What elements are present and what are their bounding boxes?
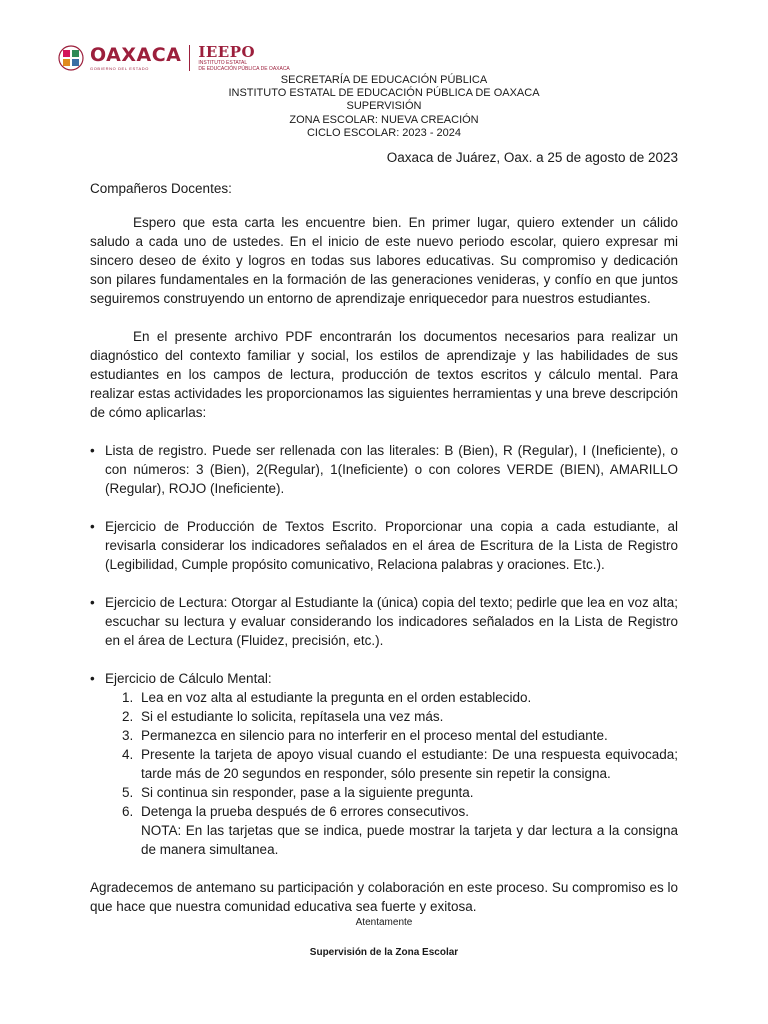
header-line-1: SECRETARÍA DE EDUCACIÓN PÚBLICA bbox=[280, 74, 488, 86]
oaxaca-subtitle: GOBIERNO DEL ESTADO bbox=[90, 66, 149, 71]
step-item: 5. Si continua sin responder, pase a la siguiente pregunta. bbox=[137, 783, 678, 802]
oaxaca-wordmark: OAXACA bbox=[90, 44, 182, 66]
nota-text: NOTA: En las tarjetas que se indica, puede mostrar la tarjeta y dar lectura a la consigna de manera simultanea. bbox=[141, 823, 678, 857]
sign-off: Atentamente bbox=[355, 917, 413, 928]
list-item: • Lista de registro. Puede ser rellenada con las literales: B (Bien), R (Regular), I (Ineficiente), o con números: 3 (Bien), 2(Regular), 1(Ineficiente) o con colores VERDE (BIEN), AMARILLO (Regular), ROJO (Ineficiente). bbox=[105, 441, 678, 498]
closing-paragraph: Agradecemos de antemano su participación y colaboración en este proceso. Su compromiso es lo que hace que nuestra comunidad educativa sea fuerte y exitosa. bbox=[90, 880, 678, 914]
header-line-2: INSTITUTO ESTATAL DE EDUCACIÓN PÚBLICA DE OAXACA bbox=[228, 87, 540, 100]
step-item: 1. Lea en voz alta al estudiante la pregunta en el orden establecido. bbox=[137, 688, 678, 707]
letter-body bbox=[90, 213, 678, 916]
list-item: • Ejercicio de Producción de Textos Escrito. Proporcionar una copia a cada estudiante, al revisarla considerar los indicadores señalados en el área de Escritura de la Lista de Registro (Legibilidad, Cumple propósito comunicativo, Relaciona palabras y oraciones. Etc.). bbox=[105, 517, 678, 574]
header-logos bbox=[58, 42, 290, 74]
steps-list bbox=[105, 688, 678, 859]
tools-list bbox=[90, 441, 678, 859]
ieepo-subtitle-2: DE EDUCACIÓN PÚBLICA DE OAXACA bbox=[198, 66, 290, 72]
letterhead bbox=[0, 74, 768, 140]
list-item-calculo bbox=[105, 669, 678, 859]
list-item: • Ejercicio de Lectura: Otorgar al Estudiante la (única) copia del texto; pedirle que lea en voz alta; escuchar su lectura y evaluar considerando los indicadores señalados en la Lista de Registro en el área de Lectura (Fluidez, precisión, etc.). bbox=[105, 593, 678, 650]
header-line-4: ZONA ESCOLAR: NUEVA CREACIÓN bbox=[289, 113, 479, 126]
oaxaca-emblem-icon bbox=[58, 45, 84, 71]
ieepo-subtitle-1: INSTITUTO ESTATAL bbox=[198, 60, 248, 66]
step-item-last bbox=[137, 802, 678, 859]
logo-divider bbox=[189, 45, 190, 71]
paragraph: Espero que esta carta les encuentre bien. En primer lugar, quiero extender un cálido saludo a cada uno de ustedes. En el inicio de este nuevo periodo escolar, quiero expresar mi sincero deseo de éxito y logros en todas sus labores educativas. Su compromiso y dedicación son pilares fundamentales en la formación de las generaciones venideras, y confío en que juntos seguiremos construyendo un entorno de aprendizaje enriquecedor para nuestros estudiantes. bbox=[90, 215, 678, 306]
list-item-label: Ejercicio de Cálculo Mental: bbox=[105, 671, 272, 686]
step-item: 2. Si el estudiante lo solicita, repítasela una vez más. bbox=[137, 707, 678, 726]
header-line-5: CICLO ESCOLAR: 2023 - 2024 bbox=[306, 126, 462, 139]
step-text: Detenga la prueba después de 6 errores consecutivos. bbox=[141, 804, 469, 819]
letter-date: Oaxaca de Juárez, Oax. a 25 de agosto de 2023 bbox=[386, 150, 678, 165]
step-item: 4. Presente la tarjeta de apoyo visual cuando el estudiante: De una respuesta equivocada; tarde más de 20 segundos en responder, sólo presente sin repetir la consigna. bbox=[137, 745, 678, 783]
step-item: 3. Permanezca en silencio para no interferir en el proceso mental del estudiante. bbox=[137, 726, 678, 745]
salutation: Compañeros Docentes: bbox=[90, 181, 232, 196]
header-line-3: SUPERVISIÓN bbox=[346, 100, 422, 113]
paragraph: En el presente archivo PDF encontrarán los documentos necesarios para realizar un diagnóstico del contexto familiar y social, los estilos de aprendizaje y las habilidades de sus estudiantes en los campos de lectura, producción de textos escritos y cálculo mental. Para realizar estas actividades les proporcionamos las siguientes herramientas y una breve descripción de cómo aplicarlas: bbox=[90, 329, 678, 420]
signature: Supervisión de la Zona Escolar bbox=[309, 947, 459, 958]
ieepo-wordmark: IEEPO bbox=[198, 43, 256, 61]
